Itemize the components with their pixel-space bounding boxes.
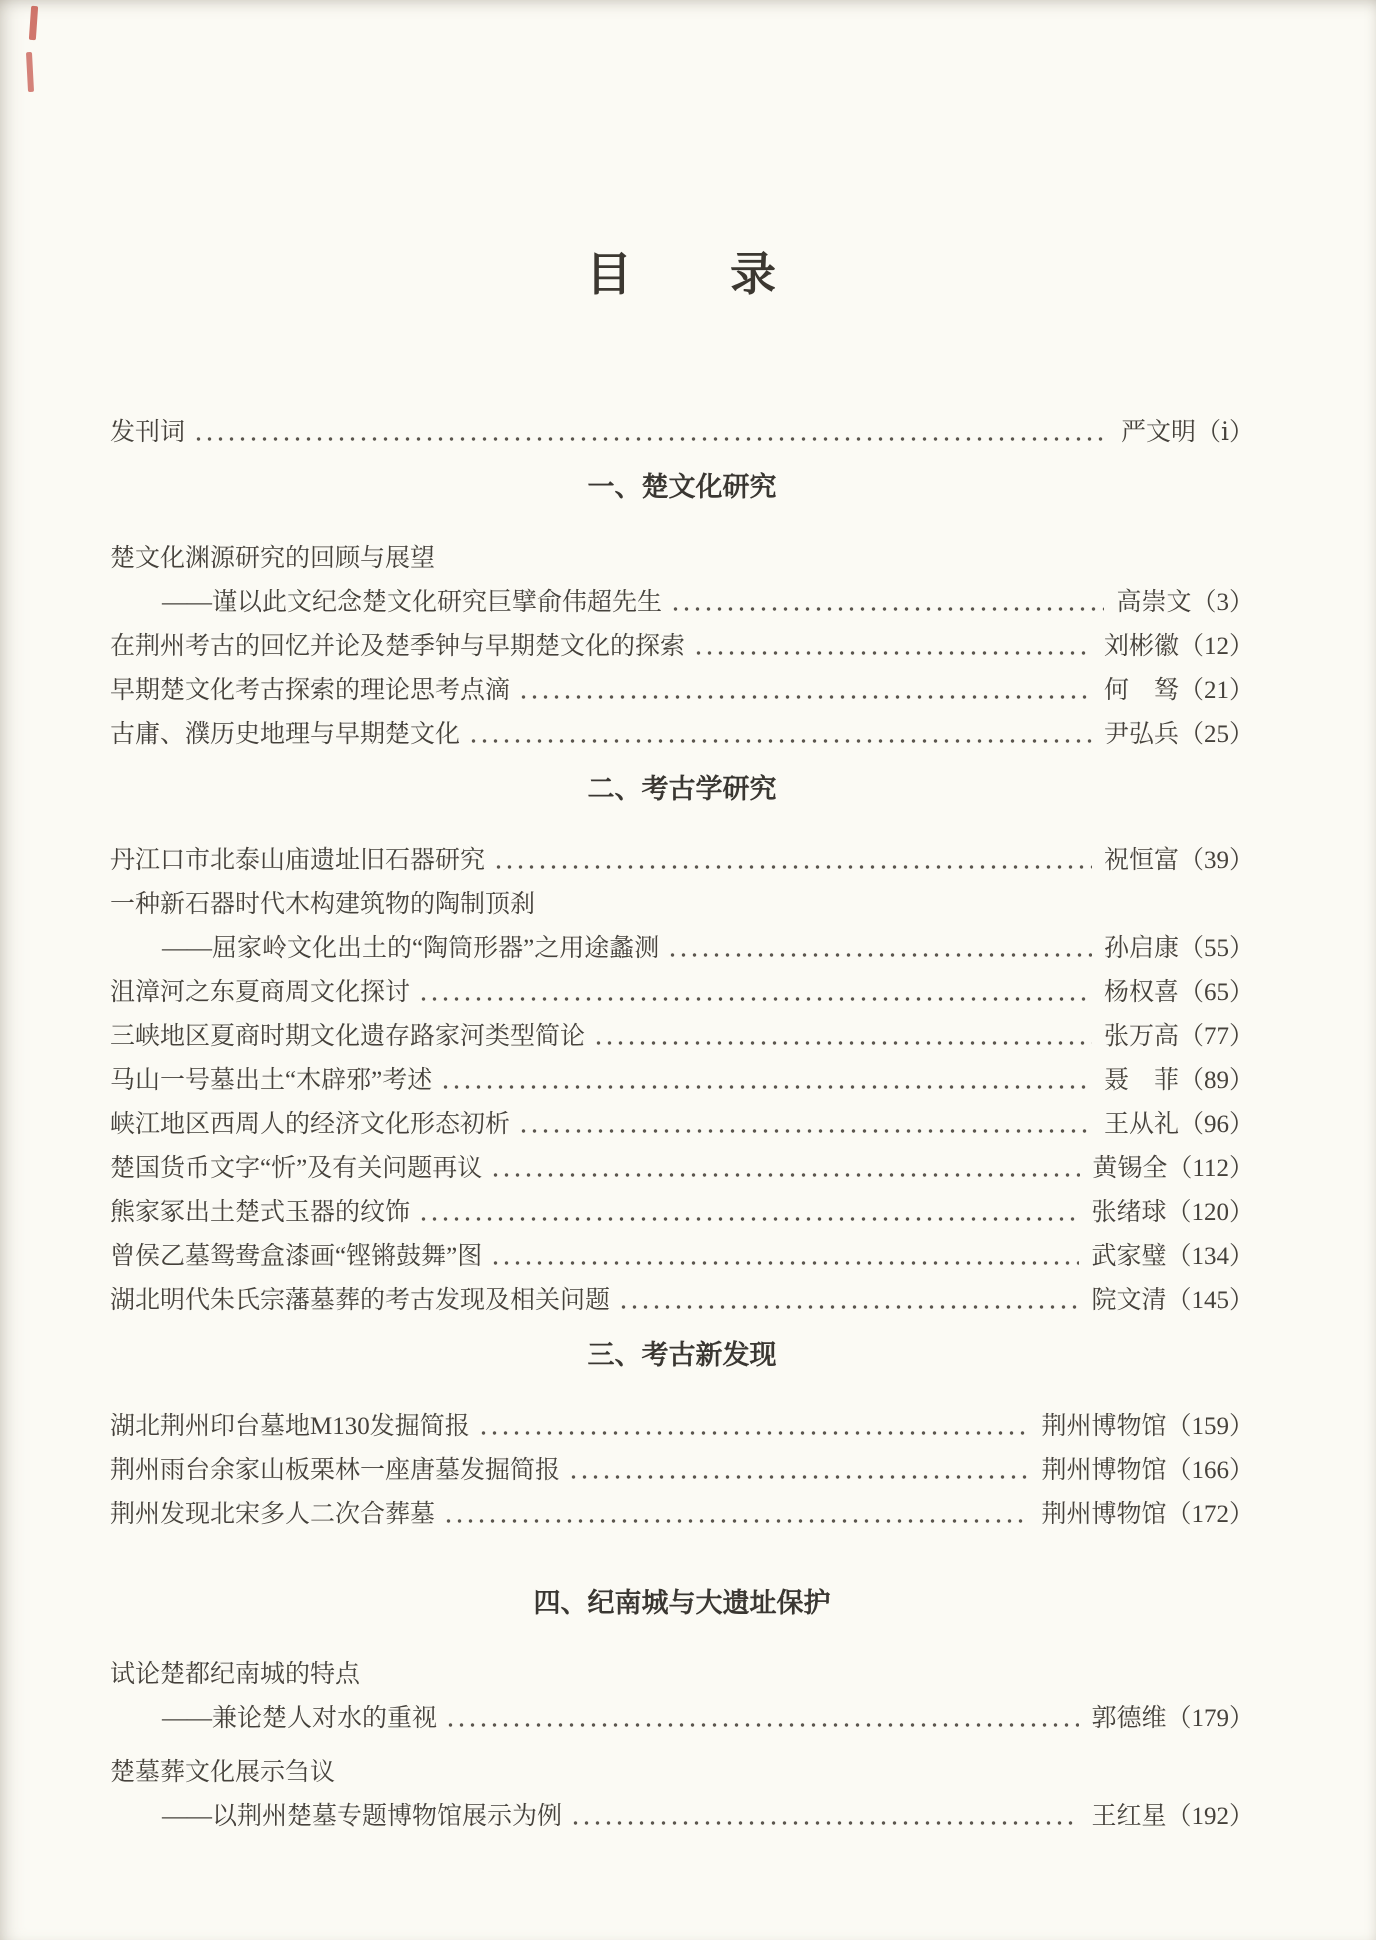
entry-author-page: 郭德维（179） xyxy=(1091,1705,1254,1732)
entry-title: 曾侯乙墓鸳鸯盒漆画“铿锵鼓舞”图 xyxy=(110,1243,483,1270)
section-heading: 四、纪南城与大遗址保护 xyxy=(533,1588,831,1618)
section-heading: 三、考古新发现 xyxy=(587,1340,777,1370)
dot-leader xyxy=(693,651,1092,655)
toc-entry xyxy=(110,1284,1254,1318)
toc-entry xyxy=(110,1108,1254,1142)
toc-entry-subtitle xyxy=(110,932,1254,966)
entry-author-page: 祝恒富（39） xyxy=(1103,847,1254,874)
toc-content xyxy=(110,0,1254,1844)
entry-author-page: 王红星（192） xyxy=(1091,1803,1254,1830)
toc-entry-subtitle xyxy=(110,586,1254,620)
toc-entry-titleline xyxy=(110,1756,1254,1790)
toc-entry xyxy=(110,976,1254,1010)
entry-title: 早期楚文化考古探索的理论思考点滴 xyxy=(110,677,511,704)
entry-subtitle: ——谨以此文纪念楚文化研究巨擘俞伟超先生 xyxy=(162,589,663,616)
entry-title: 一种新石器时代木构建筑物的陶制顶刹 xyxy=(110,891,536,918)
section-heading: 二、考古学研究 xyxy=(587,774,777,804)
dot-leader xyxy=(518,1129,1092,1133)
scan-artifact-red-mark xyxy=(29,6,38,40)
entry-author-page: 院文清（145） xyxy=(1091,1287,1254,1314)
page-title: 目 录 xyxy=(586,249,778,300)
entry-author-page: 张万高（77） xyxy=(1103,1023,1254,1050)
toc-entry-subtitle xyxy=(110,1800,1254,1834)
toc-entry xyxy=(110,1064,1254,1098)
toc-list xyxy=(110,416,1254,1834)
entry-title: 熊家冢出土楚式玉器的纹饰 xyxy=(110,1199,411,1226)
dot-leader xyxy=(445,1723,1079,1727)
entry-author-page: 王从礼（96） xyxy=(1103,1111,1254,1138)
entry-title: 荆州雨台余家山板栗林一座唐墓发掘简报 xyxy=(110,1457,561,1484)
entry-title: 在荆州考古的回忆并论及楚季钟与早期楚文化的探索 xyxy=(110,633,686,660)
dot-leader xyxy=(670,607,1104,611)
toc-entry xyxy=(110,1196,1254,1230)
dot-leader xyxy=(570,1821,1079,1825)
entry-author-page: 孙启康（55） xyxy=(1103,935,1254,962)
dot-leader xyxy=(468,739,1092,743)
entry-author-page: 荆州博物馆（159） xyxy=(1041,1413,1254,1440)
entry-title: 马山一号墓出土“木辟邪”考述 xyxy=(110,1067,433,1094)
dot-leader xyxy=(568,1475,1029,1479)
entry-title: 荆州发现北宋多人二次合葬墓 xyxy=(110,1501,436,1528)
entry-author-page: 聂 菲（89） xyxy=(1103,1067,1254,1094)
dot-leader xyxy=(443,1519,1029,1523)
dot-leader xyxy=(418,997,1092,1001)
dot-leader xyxy=(490,1173,1080,1177)
entry-title: 湖北荆州印台墓地M130发掘简报 xyxy=(110,1413,470,1440)
entry-author-page: 张绪球（120） xyxy=(1091,1199,1254,1226)
entry-subtitle: ——屈家岭文化出土的“陶筒形器”之用途蠡测 xyxy=(162,935,660,962)
entry-author-page: 高崇文（3） xyxy=(1116,589,1254,616)
entry-title: 峡江地区西周人的经济文化形态初析 xyxy=(110,1111,511,1138)
dot-leader xyxy=(618,1305,1079,1309)
entry-subtitle: ——兼论楚人对水的重视 xyxy=(162,1705,438,1732)
toc-entry xyxy=(110,844,1254,878)
entry-author-page: 武家璧（134） xyxy=(1091,1243,1254,1270)
entry-title: 丹江口市北泰山庙遗址旧石器研究 xyxy=(110,847,486,874)
entry-title: 楚文化渊源研究的回顾与展望 xyxy=(110,545,436,572)
toc-entry-titleline xyxy=(110,542,1254,576)
dot-leader xyxy=(490,1261,1079,1265)
entry-subtitle: ——以荆州楚墓专题博物馆展示为例 xyxy=(162,1803,563,1830)
entry-title: 古庸、濮历史地理与早期楚文化 xyxy=(110,721,461,748)
entry-title: 楚墓葬文化展示刍议 xyxy=(110,1759,336,1786)
toc-entry-subtitle xyxy=(110,1702,1254,1736)
toc-entry xyxy=(110,718,1254,752)
dot-leader xyxy=(667,953,1092,957)
entry-title: 湖北明代朱氏宗藩墓葬的考古发现及相关问题 xyxy=(110,1287,611,1314)
toc-entry xyxy=(110,674,1254,708)
toc-entry xyxy=(110,630,1254,664)
dot-leader xyxy=(440,1085,1092,1089)
entry-author-page: 荆州博物馆（172） xyxy=(1041,1501,1254,1528)
entry-title: 沮漳河之东夏商周文化探讨 xyxy=(110,979,411,1006)
toc-entry-titleline xyxy=(110,1658,1254,1692)
toc-entry xyxy=(110,416,1254,450)
entry-title: 楚国货币文字“忻”及有关问题再议 xyxy=(110,1155,483,1182)
entry-title: 三峡地区夏商时期文化遗存路家河类型简论 xyxy=(110,1023,586,1050)
entry-title: 发刊词 xyxy=(110,419,186,446)
dot-leader xyxy=(493,865,1092,869)
entry-author-page: 严文明（ⅰ） xyxy=(1121,419,1254,446)
entry-author-page: 杨权喜（65） xyxy=(1103,979,1254,1006)
toc-entry-titleline xyxy=(110,888,1254,922)
toc-entry xyxy=(110,1020,1254,1054)
entry-author-page: 刘彬徽（12） xyxy=(1103,633,1254,660)
dot-leader xyxy=(478,1431,1030,1435)
toc-entry xyxy=(110,1410,1254,1444)
toc-entry xyxy=(110,1240,1254,1274)
dot-leader xyxy=(518,695,1092,699)
dot-leader xyxy=(193,437,1109,441)
toc-entry xyxy=(110,1152,1254,1186)
dot-leader xyxy=(593,1041,1092,1045)
scan-artifact-red-mark xyxy=(26,52,34,92)
toc-entry xyxy=(110,1454,1254,1488)
entry-author-page: 黄锡全（112） xyxy=(1092,1155,1254,1182)
entry-author-page: 何 驽（21） xyxy=(1103,677,1254,704)
entry-title: 试论楚都纪南城的特点 xyxy=(110,1661,361,1688)
toc-entry xyxy=(110,1498,1254,1532)
entry-author-page: 荆州博物馆（166） xyxy=(1041,1457,1254,1484)
entry-author-page: 尹弘兵（25） xyxy=(1103,721,1254,748)
dot-leader xyxy=(418,1217,1079,1221)
section-heading: 一、楚文化研究 xyxy=(587,472,777,502)
